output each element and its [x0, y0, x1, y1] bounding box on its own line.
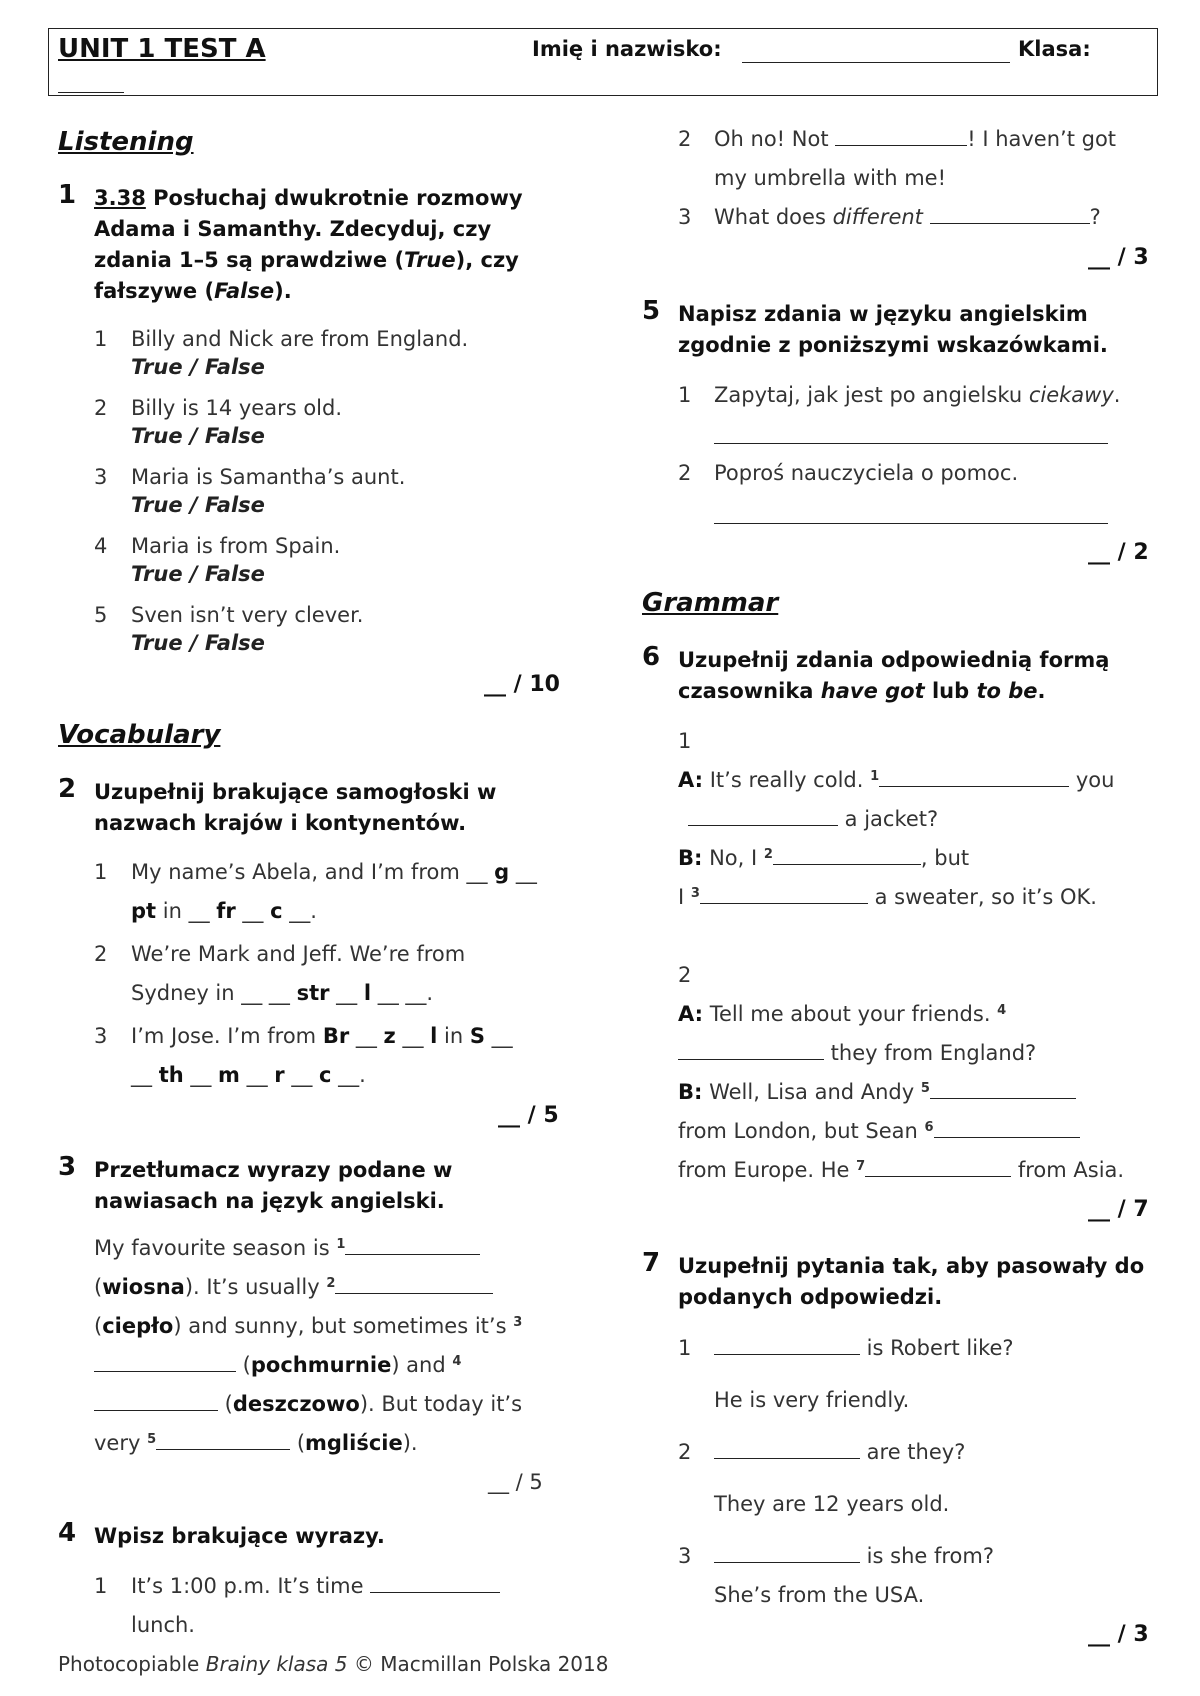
- question-number: 7: [642, 1248, 661, 1278]
- item-number: 3: [678, 205, 692, 229]
- question-number: 2: [58, 774, 77, 804]
- answer-blank[interactable]: [714, 1440, 860, 1459]
- class-field[interactable]: [58, 92, 124, 93]
- text-line: A: It’s really cold. $^1$ you: [678, 768, 1115, 792]
- answer-blank[interactable]: [714, 1336, 860, 1355]
- item-number: 2: [678, 461, 692, 485]
- list-item: I’m Jose. I’m from Br __ z __ l in S __: [131, 1024, 513, 1048]
- score-q4: __ / 3: [1088, 245, 1149, 270]
- item-number: 2: [678, 1440, 692, 1464]
- question-5-instruction: Napisz zdania w języku angielskim zgodnie z poniższymi wskazówkami.: [678, 302, 1108, 357]
- answer-blank[interactable]: [714, 1544, 860, 1563]
- question-2-instruction: Uzupełnij brakujące samogłoski w nazwach krajów i kontynentów.: [94, 780, 497, 835]
- score-q6: __ / 7: [1088, 1197, 1149, 1222]
- question-4-instruction: Wpisz brakujące wyrazy.: [94, 1524, 385, 1548]
- text-line: Poproś nauczyciela o pomoc.: [714, 461, 1019, 485]
- test-title: UNIT 1 TEST A: [58, 34, 266, 64]
- track-number: 3.38: [94, 186, 146, 210]
- text-line: they from England?: [678, 1041, 1036, 1065]
- answer-blank[interactable]: [773, 846, 921, 865]
- list-item: __ th __ m __ r __ c __.: [131, 1063, 366, 1087]
- true-false-choice[interactable]: True / False: [131, 424, 265, 448]
- text-line: B: Well, Lisa and Andy $^5$: [678, 1080, 1076, 1104]
- item-number: 1: [94, 327, 108, 351]
- text-line: B: No, I $^2$ , but: [678, 846, 970, 870]
- answer-blank[interactable]: [934, 1119, 1080, 1138]
- question-number: 4: [58, 1518, 77, 1548]
- text-line: are they?: [714, 1440, 965, 1464]
- question-6-instruction: Uzupełnij zdania odpowiednią formą czasownika have got lub to be.: [678, 648, 1110, 703]
- true-false-choice[interactable]: True / False: [131, 631, 265, 655]
- text-line: from Europe. He $^7$ from Asia.: [678, 1158, 1125, 1182]
- text-line: my umbrella with me!: [714, 166, 946, 190]
- answer-blank[interactable]: [94, 1392, 218, 1411]
- name-field[interactable]: [742, 62, 1010, 63]
- question-number: 6: [642, 642, 661, 672]
- question-number: 3: [58, 1152, 77, 1182]
- section-listening: Listening: [58, 127, 194, 157]
- list-item: Sydney in __ __ str __ l __ __.: [131, 981, 434, 1005]
- true-false-choice[interactable]: True / False: [131, 355, 265, 379]
- item-number: 1: [678, 1336, 692, 1360]
- answer-blank[interactable]: [335, 1275, 493, 1294]
- answer-text: She’s from the USA.: [714, 1583, 925, 1607]
- section-vocabulary: Vocabulary: [58, 720, 221, 750]
- answer-text: They are 12 years old.: [714, 1492, 950, 1516]
- answer-blank[interactable]: [94, 1353, 236, 1372]
- answer-blank[interactable]: [930, 205, 1090, 224]
- item-number: 2: [678, 127, 692, 151]
- text-line: Zapytaj, jak jest po angielsku ciekawy.: [714, 383, 1121, 407]
- class-label: Klasa:: [1018, 37, 1091, 61]
- footer-copyright: Photocopiable Brainy klasa 5 © Macmillan Polska 2018: [58, 1652, 609, 1676]
- list-item: Sven isn’t very clever.: [131, 603, 364, 627]
- list-item: We’re Mark and Jeff. We’re from: [131, 942, 466, 966]
- answer-blank[interactable]: [370, 1574, 500, 1593]
- list-item: Maria is from Spain.: [131, 534, 341, 558]
- text-line: very $^5$ (mgliście).: [94, 1431, 418, 1455]
- text-line: a jacket?: [678, 807, 938, 831]
- item-number: 2: [94, 942, 108, 966]
- answer-text: He is very friendly.: [714, 1388, 910, 1412]
- question-number: 1: [58, 180, 77, 210]
- list-item: Billy and Nick are from England.: [131, 327, 469, 351]
- answer-blank[interactable]: [879, 768, 1069, 787]
- true-false-choice[interactable]: True / False: [131, 493, 265, 517]
- question-1-instruction: 3.38 Posłuchaj dwukrotnie rozmowy Adama i Samanthy. Zdecyduj, czy zdania 1–5 są prawdziwe (True), czy fałszywe (False).: [94, 186, 523, 303]
- score-q1: __ / 10: [484, 672, 560, 697]
- text-line: A: Tell me about your friends. $^4$: [678, 1002, 1007, 1026]
- answer-blank[interactable]: [700, 885, 868, 904]
- item-number: 3: [94, 1024, 108, 1048]
- list-item: My name’s Abela, and I’m from __ g __: [131, 860, 537, 884]
- text-line: It’s 1:00 p.m. It’s time: [131, 1574, 500, 1598]
- text-line: is she from?: [714, 1544, 994, 1568]
- text-line: is Robert like?: [714, 1336, 1014, 1360]
- score-q2: __ / 5: [498, 1103, 559, 1128]
- score-q7: __ / 3: [1088, 1622, 1149, 1647]
- name-label: Imię i nazwisko:: [532, 37, 722, 61]
- question-7-instruction: Uzupełnij pytania tak, aby pasowały do podanych odpowiedzi.: [678, 1254, 1145, 1309]
- list-item: pt in __ fr __ c __.: [131, 899, 317, 923]
- item-number: 1: [94, 860, 108, 884]
- score-q3: __ / 5: [488, 1470, 543, 1494]
- text-line: (ciepło) and sunny, but sometimes it’s $^3$: [94, 1314, 523, 1338]
- answer-blank[interactable]: [688, 807, 838, 826]
- answer-blank[interactable]: [865, 1158, 1011, 1177]
- answer-line[interactable]: [714, 443, 1108, 444]
- answer-blank[interactable]: [345, 1236, 480, 1255]
- answer-line[interactable]: [714, 523, 1108, 524]
- item-number: 3: [94, 465, 108, 489]
- answer-blank[interactable]: [930, 1080, 1076, 1099]
- text-line: I $^3$ a sweater, so it’s OK.: [678, 885, 1097, 909]
- question-number: 5: [642, 296, 661, 326]
- text-line: What does different ?: [714, 205, 1101, 229]
- list-item: Billy is 14 years old.: [131, 396, 343, 420]
- dialogue-number: 1: [678, 729, 692, 753]
- dialogue-number: 2: [678, 963, 692, 987]
- text-line: from London, but Sean $^6$: [678, 1119, 1080, 1143]
- text-line: (pochmurnie) and $^4$: [94, 1353, 461, 1377]
- text-line: (deszczowo). But today it’s: [94, 1392, 522, 1416]
- answer-blank[interactable]: [156, 1431, 290, 1450]
- item-number: 4: [94, 534, 108, 558]
- item-number: 1: [678, 383, 692, 407]
- text-line: Oh no! Not ! I haven’t got: [714, 127, 1117, 151]
- item-number: 2: [94, 396, 108, 420]
- true-false-choice[interactable]: True / False: [131, 562, 265, 586]
- score-q5: __ / 2: [1088, 540, 1149, 565]
- item-number: 5: [94, 603, 108, 627]
- answer-blank[interactable]: [678, 1041, 824, 1060]
- question-3-instruction: Przetłumacz wyrazy podane w nawiasach na język angielski.: [94, 1158, 453, 1213]
- text-line: (wiosna). It’s usually $^2$: [94, 1275, 493, 1299]
- text-line: lunch.: [131, 1613, 195, 1637]
- item-number: 1: [94, 1574, 108, 1598]
- section-grammar: Grammar: [642, 588, 779, 618]
- text-line: My favourite season is $^1$: [94, 1236, 480, 1260]
- item-number: 3: [678, 1544, 692, 1568]
- list-item: Maria is Samantha’s aunt.: [131, 465, 406, 489]
- answer-blank[interactable]: [835, 127, 967, 146]
